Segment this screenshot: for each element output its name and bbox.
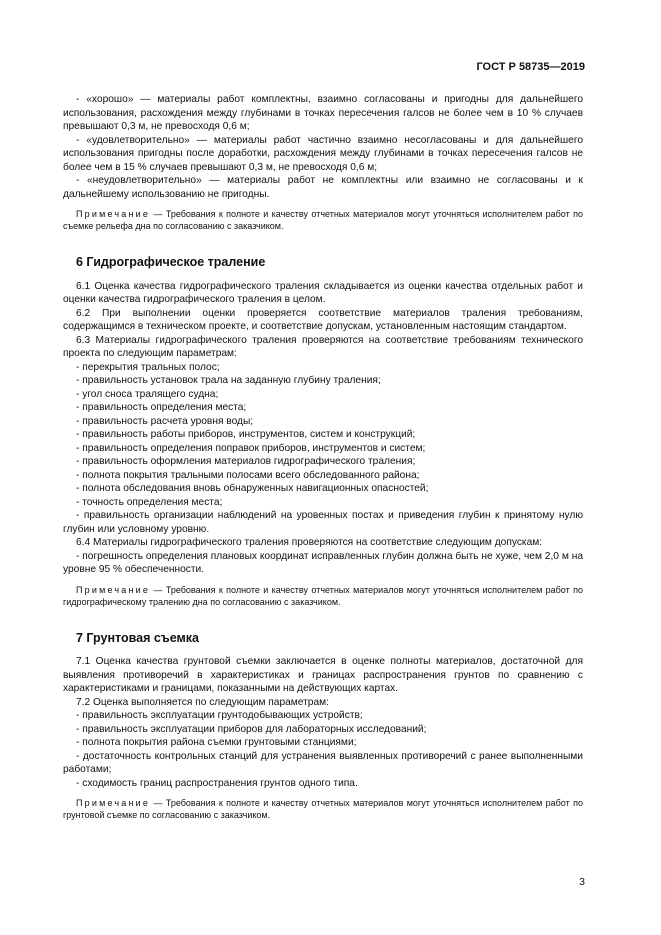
page-content (63, 93, 583, 821)
list-item: - «неудовлетворительно» — материалы работ не комплектны или взаимно не согласованы и к дальнейшему использованию не пригодны. (63, 175, 583, 200)
list-item: - правильность эксплуатации приборов для лабораторных исследований; (76, 723, 427, 735)
note (63, 797, 583, 821)
note (63, 208, 583, 232)
paragraph: 6.1 Оценка качества гидрографического траления складывается из оценки качества отдельных работ и оценки качества гидрографического траления в целом. (63, 280, 583, 305)
note-label: Примечание (76, 798, 151, 808)
list-item: - «удовлетворительно» — материалы работ частично взаимно несогласованы и для дальнейшего использования пригодны после доработки, расхождения между глубинами в точках пересечения галсов не более чем в 15 % случаев превышают 0,3 м, не превосходя 0,6 м; (63, 134, 583, 173)
list-item: - сходимость границ распространения грунтов одного типа. (76, 777, 358, 789)
section-heading: 7 Грунтовая съемка (76, 630, 199, 645)
list-item: - правильность расчета уровня воды; (76, 415, 254, 427)
list-item: - угол сноса тралящего судна; (76, 388, 219, 400)
page-number: 3 (579, 876, 585, 888)
list-item: - правильность определения поправок приборов, инструментов и систем; (76, 442, 426, 454)
note-label: Примечание (76, 584, 151, 595)
paragraph: 6.3 Материалы гидрографического траления проверяются на соответствие требованиям технического проекта по следующим параметрам: (63, 334, 583, 359)
list-item: - полнота покрытия тральными полосами всего обследованного района; (76, 469, 420, 481)
list-item: - погрешность определения плановых координат исправленных глубин должна быть не хуже, чем 2,0 м на уровне 95 % обеспеченности. (63, 550, 583, 575)
document-code: ГОСТ Р 58735—2019 (476, 61, 585, 73)
list-item: - точность определения места; (76, 496, 223, 508)
paragraph: 6.4 Материалы гидрографического траления проверяются на соответствие следующим допускам: (76, 537, 543, 548)
list-item: - правильность эксплуатации грунтодобывающих устройств; (76, 710, 363, 721)
paragraph: 7.2 Оценка выполняется по следующим параметрам: (76, 696, 329, 708)
list-item: - правильность оформления материалов гидрографического траления; (76, 456, 416, 467)
paragraph: 6.2 При выполнении оценки проверяется соответствие материалов траления требованиям, содержащимся в техническом проекте, и соответствие допускам, установленным настоящим стандартом. (63, 307, 583, 332)
list-item: - достаточность контрольных станций для устранения выявленных противоречий с ранее выполненными работами; (63, 750, 583, 775)
list-item: - полнота обследования вновь обнаруженных навигационных опасностей; (76, 483, 429, 494)
note-text: — Требования к полноте и качеству отчетных материалов могут уточняться исполнителем работ по гидрографическому тралению дна по согласованию с заказчиком. (63, 584, 583, 607)
list-item: - полнота покрытия района съемки грунтовыми станциями; (76, 737, 357, 748)
paragraph: 7.1 Оценка качества грунтовой съемки заключается в оценке полноты материалов, достаточной для выявления противоречий в характеристиках и границах распространения грунтов по сравнению с характеристиками и границами, показанными на действующих картах. (63, 656, 583, 694)
note (63, 584, 583, 608)
list-item: - «хорошо» — материалы работ комплектны, взаимно согласованы и пригодны для дальнейшего использования, расхождения между глубинами в точках пересечения галсов не более чем в 10 % случаев превышают 0,3 м, не превосходя 0,6 м; (63, 94, 583, 132)
list-item: - правильность работы приборов, инструментов, систем и конструкций; (76, 429, 416, 440)
note-label: Примечание (76, 209, 151, 219)
note-text: — Требования к полноте и качеству отчетных материалов могут уточняться исполнителем работ по грунтовой съемке по согласованию с заказчиком. (63, 798, 583, 820)
list-item: - правильность определения места; (76, 402, 247, 413)
list-item: - правильность установок трала на заданную глубину траления; (76, 375, 381, 386)
note-text: — Требования к полноте и качеству отчетных материалов могут уточняться исполнителем работ по съемке рельефа дна по согласованию с заказчиком. (63, 209, 583, 231)
list-item: - правильность организации наблюдений на уровенных постах и приведения глубин к принятому нулю глубин или условному уровню. (63, 510, 583, 535)
list-item: - перекрытия тральных полос; (76, 361, 220, 373)
section-heading: 6 Гидрографическое траление (76, 255, 266, 269)
